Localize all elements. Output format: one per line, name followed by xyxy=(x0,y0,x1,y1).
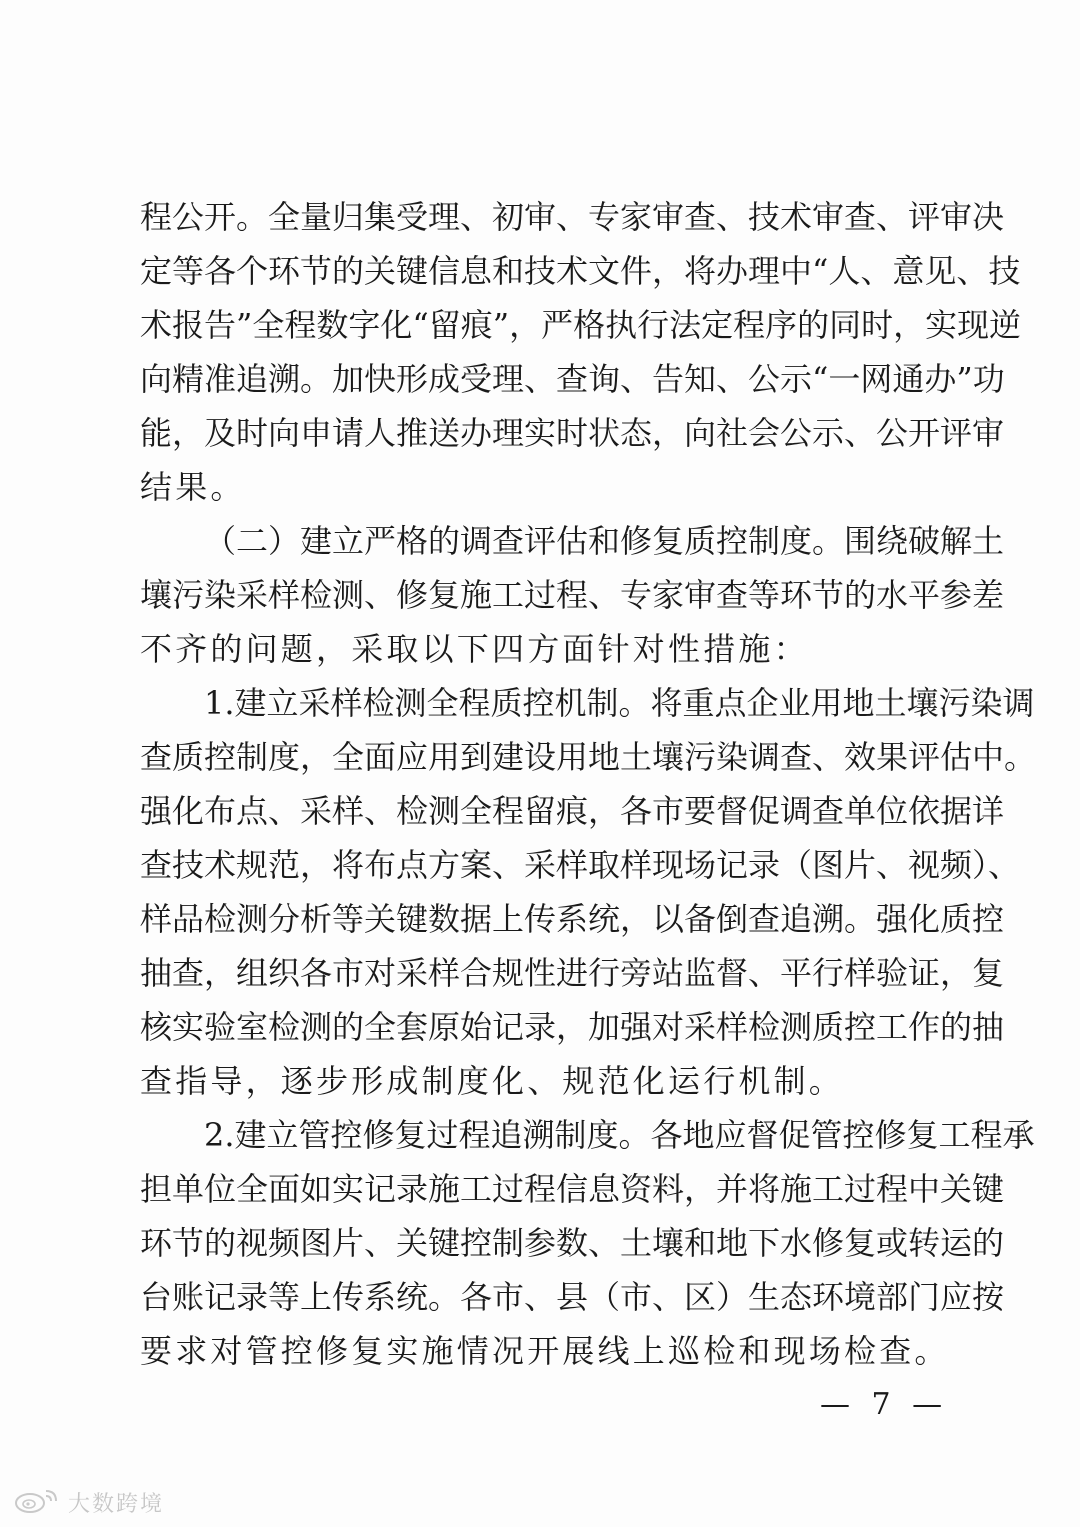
watermark-text: 大数跨境 xyxy=(68,1491,165,1517)
text-line: 不齐的问题，采取以下四方面针对性措施： xyxy=(140,630,809,668)
text-line: 定等各个环节的关键信息和技术文件，将办理中“人、意见、技 xyxy=(140,252,1021,290)
text-line: 能，及时向申请人推送办理实时状态，向社会公示、公开评审 xyxy=(140,414,1005,452)
text-line: 台账记录等上传系统。各市、县（市、区）生态环境部门应按 xyxy=(140,1278,1005,1316)
item-heading: 2.建立管控修复过程追溯制度。各地应督促管控修复工程承 xyxy=(204,1116,1035,1154)
text-line: 壤污染采样检测、修复施工过程、专家审查等环节的水平参差 xyxy=(140,576,1005,614)
text-line: 要求对管控修复实施情况开展线上巡检和现场检查。 xyxy=(140,1332,950,1370)
text-line: 担单位全面如实记录施工过程信息资料，并将施工过程中关键 xyxy=(140,1170,1005,1208)
page-number: — 7 — xyxy=(820,1387,949,1422)
text-line: 查指导，逐步形成制度化、规范化运行机制。 xyxy=(140,1062,845,1100)
section-heading: （二）建立严格的调查评估和修复质控制度。围绕破解土 xyxy=(204,522,1005,560)
text-line: 向精准追溯。加快形成受理、查询、告知、公示“一网通办”功 xyxy=(140,360,1005,398)
text-line: 查技术规范，将布点方案、采样取样现场记录（图片、视频）、 xyxy=(140,846,1021,884)
watermark xyxy=(12,1484,164,1520)
text-line: 核实验室检测的全套原始记录，加强对采样检测质控工作的抽 xyxy=(140,1008,1005,1046)
text-line: 环节的视频图片、关键控制参数、土壤和地下水修复或转运的 xyxy=(140,1224,1005,1262)
text-line: 结果。 xyxy=(140,468,246,506)
text-line: 查质控制度，全面应用到建设用地土壤污染调查、效果评估中。 xyxy=(140,738,1037,776)
text-line: 程公开。全量归集受理、初审、专家审查、技术审查、评审决 xyxy=(140,198,1005,236)
weibo-logo-icon xyxy=(12,1485,64,1519)
text-line: 样品检测分析等关键数据上传系统，以备倒查追溯。强化质控 xyxy=(140,900,1005,938)
text-line: 抽查，组织各市对采样合规性进行旁站监督、平行样验证，复 xyxy=(140,954,1005,992)
text-line: 强化布点、采样、检测全程留痕，各市要督促调查单位依据详 xyxy=(140,792,1005,830)
item-heading: 1.建立采样检测全程质控机制。将重点企业用地土壤污染调 xyxy=(204,684,1035,722)
text-line: 术报告”全程数字化“留痕”，严格执行法定程序的同时，实现逆 xyxy=(140,306,1022,344)
